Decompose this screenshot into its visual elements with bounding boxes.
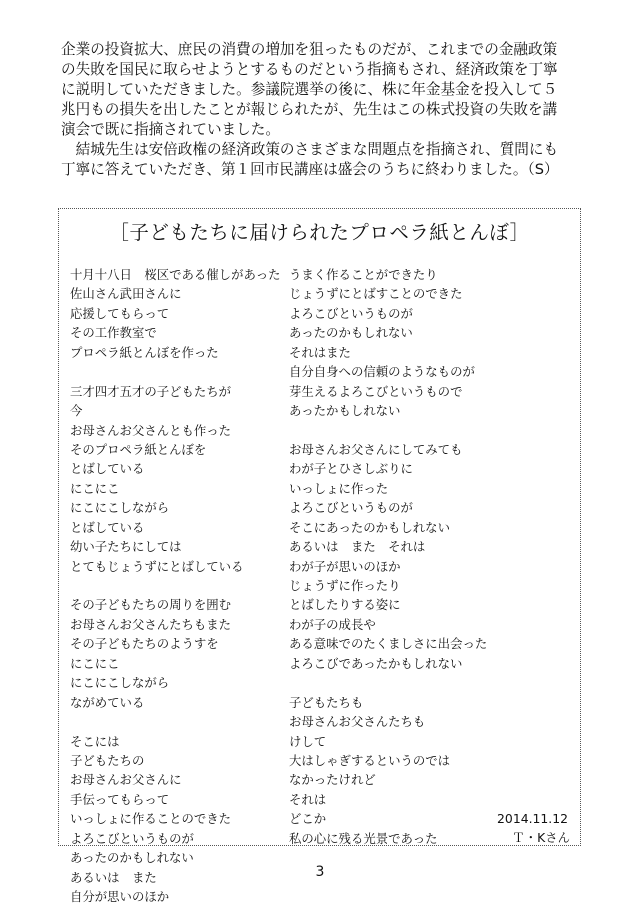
poem-line: なかったけれど bbox=[289, 772, 376, 788]
poem-line: それは bbox=[289, 791, 327, 807]
poem-line: わが子の成長や bbox=[289, 616, 376, 632]
poem-line: よろこびというものが bbox=[289, 305, 413, 321]
poem-line: 自分自身への信頼のようなものが bbox=[289, 364, 475, 380]
poem-line bbox=[70, 712, 281, 731]
poem-line: あったかもしれない bbox=[289, 403, 401, 419]
poem-line: あるいは また bbox=[70, 869, 157, 885]
poem-left-column bbox=[70, 265, 281, 906]
poem-line: とばしたりする姿に bbox=[289, 597, 401, 613]
poem-line: ある意味でのたくましさに出会った bbox=[289, 636, 488, 652]
poem-line: わが子が思いのほか bbox=[289, 558, 401, 574]
poem-line: とばしている bbox=[70, 461, 145, 477]
poem-line: ながめている bbox=[70, 694, 145, 710]
intro-text bbox=[61, 40, 581, 180]
poem-line: じょうずにとばすことのできた bbox=[289, 286, 463, 302]
poem-line: にこにこしながら bbox=[70, 500, 170, 516]
poem-line: 自分が思いのほか bbox=[70, 889, 170, 904]
poem-line: 佐山さん武田さんに bbox=[70, 286, 182, 302]
poem-line bbox=[289, 673, 487, 692]
poem-line: そのプロペラ紙とんぼを bbox=[70, 441, 207, 457]
poem-line: 幼い子たちにしては bbox=[70, 539, 182, 555]
poem-line: 芽生えるよろこびというもので bbox=[289, 383, 463, 399]
poem-line: 三才四才五才の子どもたちが bbox=[70, 383, 232, 399]
poem-line: じょうずに作ったり bbox=[289, 578, 401, 593]
poem-line: どこか bbox=[289, 811, 327, 827]
poem-line: お母さんお父さんたちもまた bbox=[70, 616, 232, 632]
text-line: 企業の投資拡大、庶民の消費の増加を狙ったものだが、これまでの金融政策 bbox=[61, 41, 558, 58]
poem-line: 大はしゃぎするというのでは bbox=[289, 752, 451, 768]
poem-author: Ｔ・Kさん bbox=[512, 830, 570, 845]
poem-line: あるいは また それは bbox=[289, 539, 426, 555]
poem-line: 今 bbox=[70, 403, 83, 419]
poem-line: 応援してもらって bbox=[70, 305, 170, 321]
poem-line: にこにこ bbox=[70, 480, 120, 496]
poem-line: 手伝ってもらって bbox=[70, 791, 170, 807]
poem-line: いっしょに作った bbox=[289, 480, 389, 496]
poem-line: そこには bbox=[70, 733, 120, 749]
poem-line: よろこびであったかもしれない bbox=[289, 655, 463, 671]
text-line: に説明していただきました。参議院選挙の後に、株に年金基金を投入して５ bbox=[61, 81, 558, 98]
poem-title: ［子どもたちに届けられたプロペラ紙とんぼ］ bbox=[109, 221, 530, 244]
text-line: の失敗を国民に取らせようとするものだという指摘もされ、経済政策を丁寧 bbox=[61, 61, 558, 78]
poem-line: お母さんお父さんに bbox=[70, 772, 182, 788]
poem-line bbox=[70, 362, 281, 381]
poem-line: 子どもたちも bbox=[289, 694, 364, 710]
poem-line: 十月十八日 桜区である催しがあった bbox=[70, 267, 281, 282]
poem-line: あったのかもしれない bbox=[289, 325, 413, 341]
page-number: 3 bbox=[315, 864, 325, 880]
poem-line: 私の心に残る光景であった bbox=[289, 830, 438, 846]
poem-line: にこにこしながら bbox=[70, 675, 170, 691]
text-line: 演会で既に指摘されていました。 bbox=[61, 121, 280, 138]
poem-line: お母さんお父さんとも作った bbox=[70, 422, 232, 438]
poem-line: よろこびというものが bbox=[70, 830, 194, 846]
poem-line: わが子とひさしぶりに bbox=[289, 461, 413, 477]
poem-line: プロペラ紙とんぼを作った bbox=[70, 344, 219, 360]
poem-line: 子どもたちの bbox=[70, 752, 145, 768]
poem-line bbox=[70, 576, 281, 595]
poem-line: そこにあったのかもしれない bbox=[289, 519, 450, 535]
text-line: 兆円もの損失を出したことが報じられたが、先生はこの株式投資の失敗を講 bbox=[61, 101, 558, 118]
poem-line: それはまた bbox=[289, 344, 351, 360]
poem-line: その子どもたちの周りを囲む bbox=[70, 597, 232, 613]
poem-line: よろこびというものが bbox=[289, 500, 413, 516]
poem-line: けして bbox=[289, 733, 327, 749]
poem-right-column bbox=[289, 265, 487, 848]
poem-line: お母さんお父さんたちも bbox=[289, 714, 426, 730]
poem-date: 2014.11.12 bbox=[497, 811, 568, 826]
poem-line: あったのかもしれない bbox=[70, 850, 194, 866]
text-line: 丁寧に答えていただき、第１回市民講座は盛会のうちに終わりました。（S） bbox=[61, 161, 559, 178]
poem-line: いっしょに作ることのできた bbox=[70, 811, 232, 827]
poem-line: とばしている bbox=[70, 519, 145, 535]
poem-line bbox=[289, 421, 487, 440]
poem-line: お母さんお父さんにしてみても bbox=[289, 441, 463, 457]
poem-line: とてもじょうずにとばしている bbox=[70, 558, 244, 574]
poem-line: にこにこ bbox=[70, 655, 120, 671]
text-line: 結城先生は安倍政権の経済政策のさまざまな問題点を指摘され、質問にも bbox=[75, 141, 559, 158]
poem-line: うまく作ることができたり bbox=[289, 267, 438, 282]
poem-line: その子どもたちのようすを bbox=[70, 636, 219, 652]
poem-line: その工作教室で bbox=[70, 325, 157, 341]
